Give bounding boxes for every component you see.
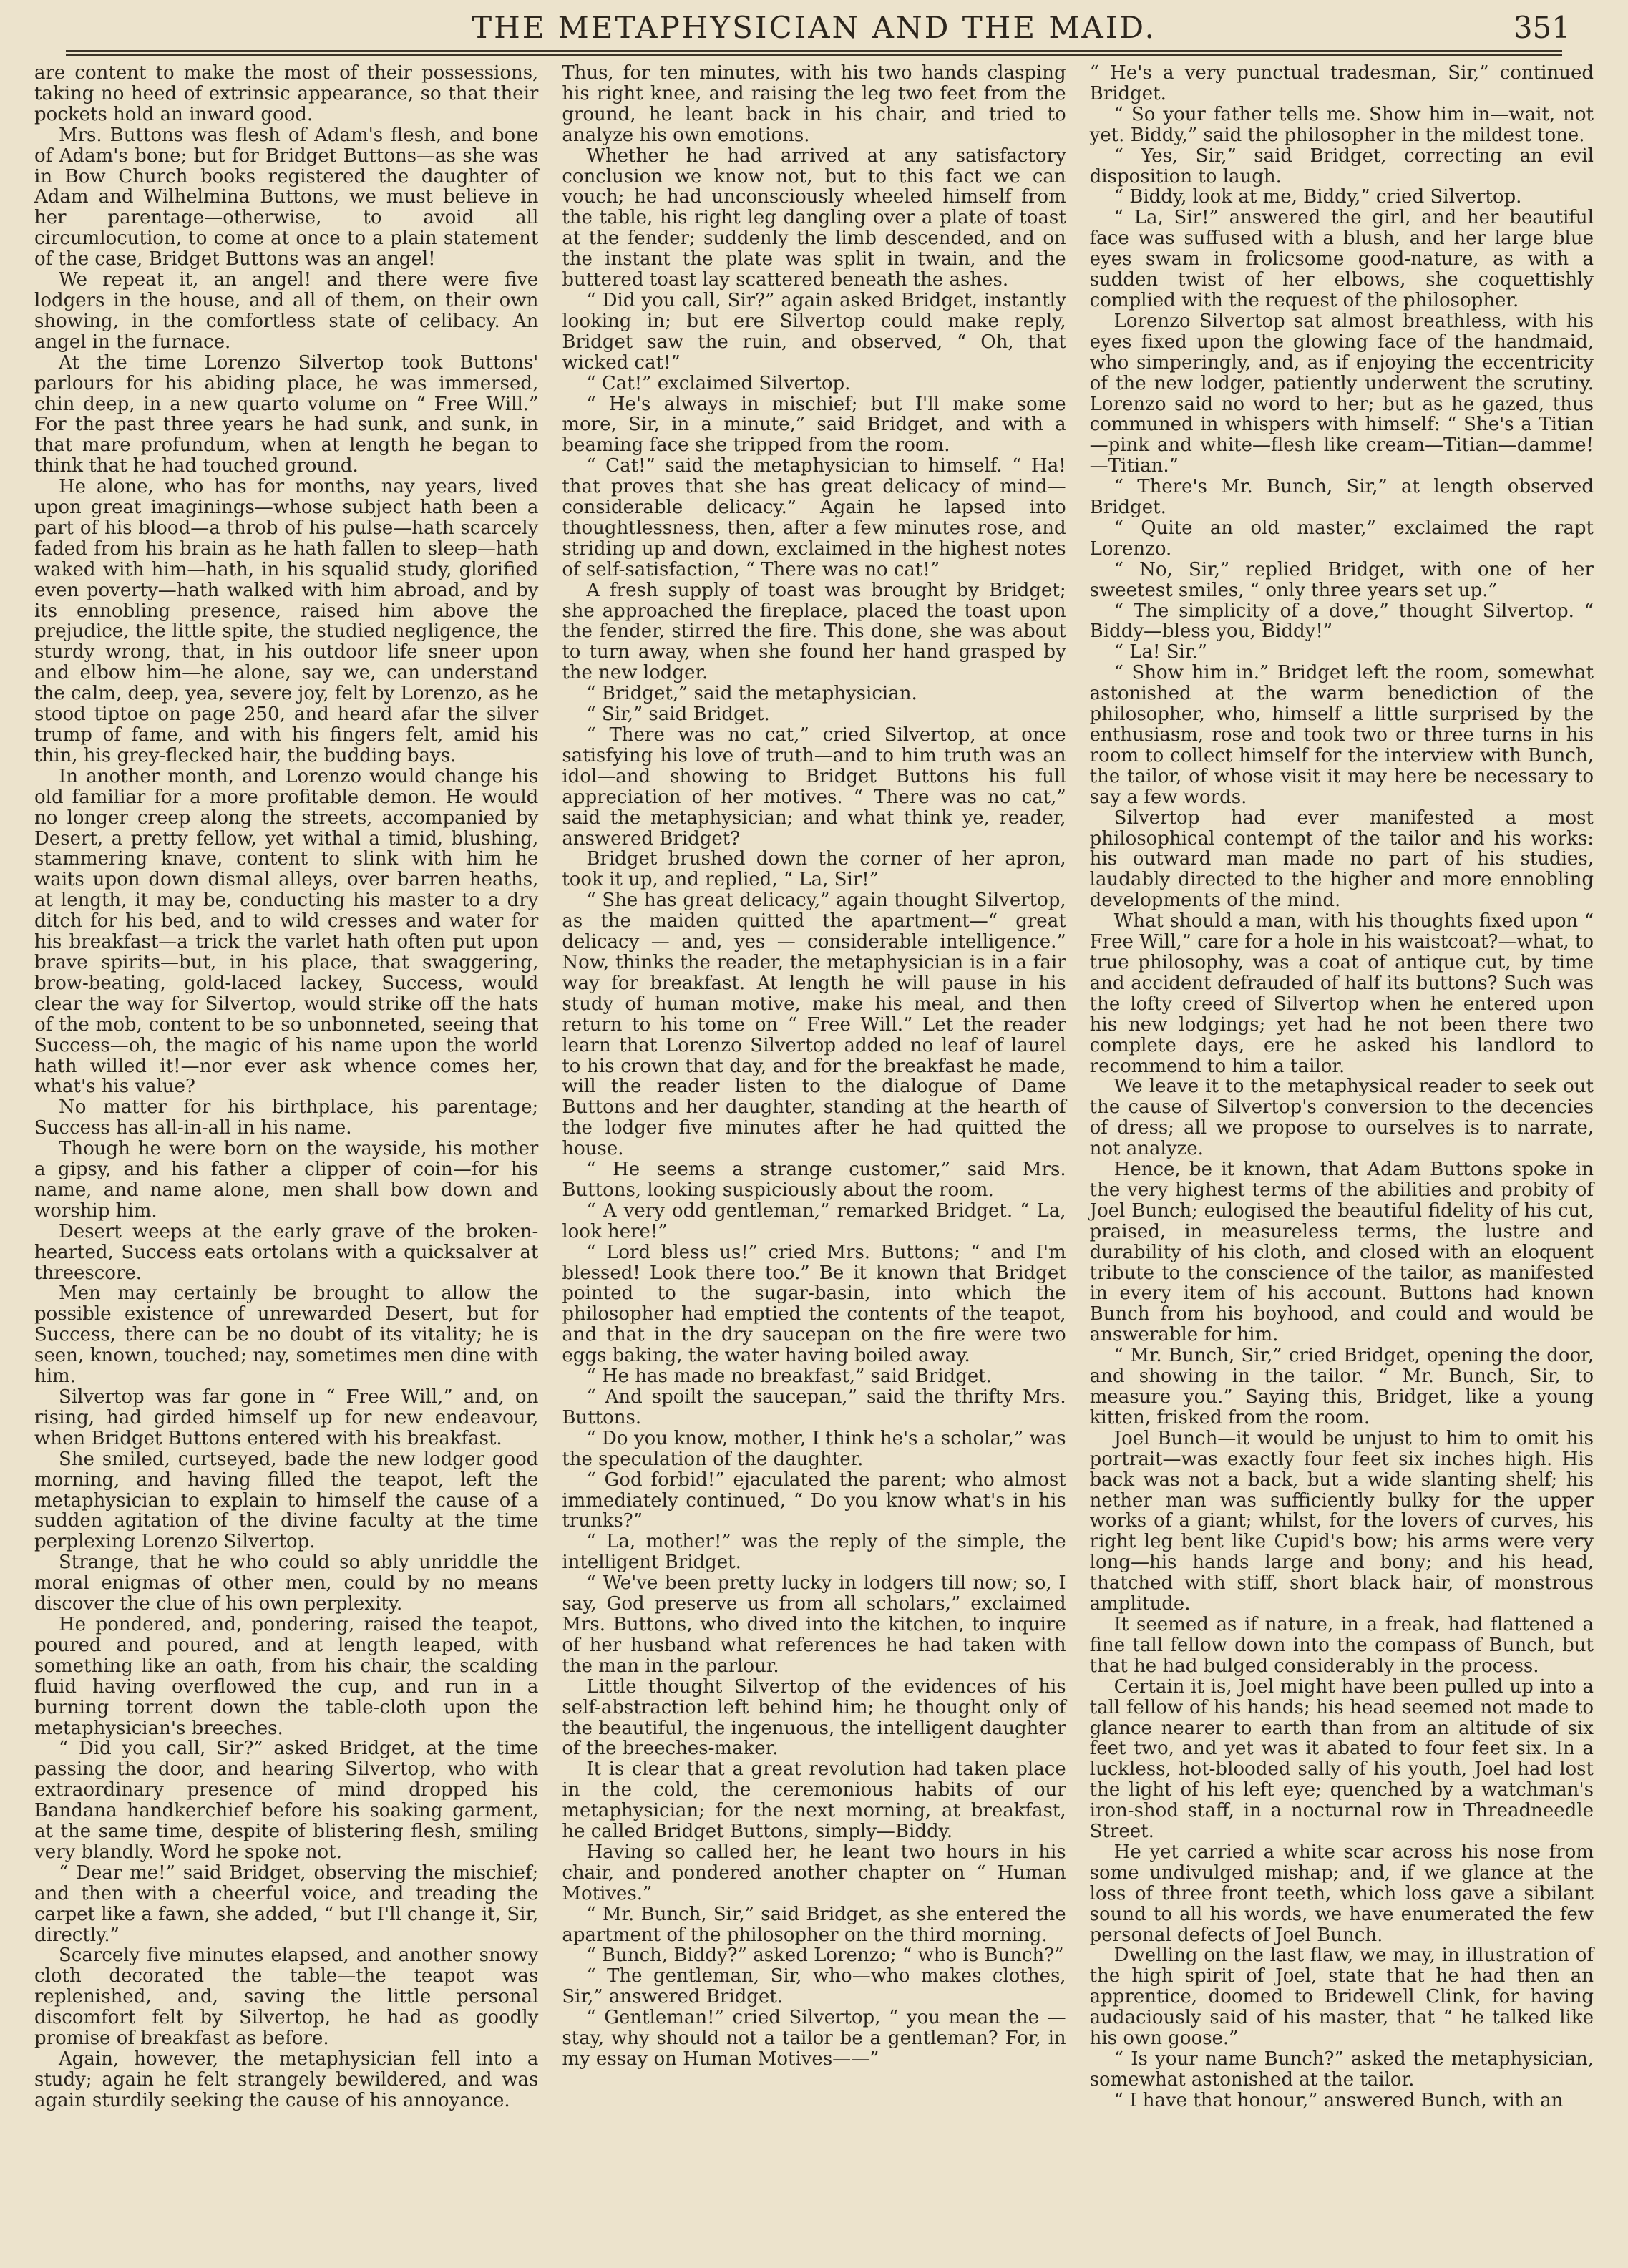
paragraph: Thus, for ten minutes, with his two hands clasping his right knee, and raising the leg two feet from the ground, he leant back in his chair, and tried to analyze his own emotions. — [562, 63, 1066, 146]
paragraph: Certain it is, Joel might have been pulled up into a tall fellow of his hands; his head seemed not made to glance nearer to earth than from an altitude of six feet two, and yet was it abated to four feet six. In a luckless, hot-blooded sally of his youth, Joel had lost the light of his left eye; quenched by a watchman's iron-shod staff, in a nocturnal row in Threadneedle Street. — [1089, 1675, 1594, 1843]
paragraph: Men may certainly be brought to allow the possible existence of unrewarded Desert, but for Success, there can be no doubt of its vitality; he is seen, known, touched; nay, sometimes men dine with him. — [34, 1283, 539, 1388]
paragraph: “ We've been pretty lucky in lodgers till now; so, I say, God preserve us from all scholars,” exclaimed Mrs. Buttons, who dived into the kitchen, to inquire of her husband what references he had taken with the man in the parlour. — [562, 1572, 1066, 1677]
paragraph: “ Gentleman!” cried Silvertop, “ you mean the —stay, why should not a tailor be a gentleman? For, in my essay on Human Motives——” — [562, 2007, 1066, 2070]
paragraph: It seemed as if nature, in a freak, had flattened a fine tall fellow down into the compass of Bunch, but that he had bulged considerably in the process. — [1089, 1613, 1594, 1677]
paragraph: “ So your father tells me. Show him in—wait, not yet. Biddy,” said the philosopher in the mildest tone. — [1089, 103, 1594, 146]
paragraph: No matter for his birthplace, his parentage; Success has all-in-all in his name. — [34, 1096, 539, 1139]
paragraph: “ Cat!” said the metaphysician to himself. “ Ha! that proves that she has great delicacy of mind—considerable delicacy.” Again he lapsed into thoughtlessness, then, after a few minutes rose, and striding up and down, exclaimed in the highest notes of self-satisfaction, “ There was no cat!” — [562, 455, 1066, 580]
paragraph: He alone, who has for months, nay years, lived upon great imaginings—whose subject hath been a part of his blood—a throb of his pulse—hath scarcely faded from his brain as he hath fallen to sleep—hath waked with him—hath, in his squalid study, glorified even poverty—hath walked with him abroad, and by its ennobling presence, raised him above the prejudice, the little spite, the studied negligence, the sturdy wrong, that, in his outdoor life sneer upon and elbow him—he alone, say we, can understand the calm, deep, yea, severe joy, felt by Lorenzo, as he stood tiptoe on page 250, and heard afar the silver trump of fame, and with his fingers felt, amid his thin, his grey-flecked hair, the budding bays. — [34, 476, 539, 766]
paragraph: “ Mr. Bunch, Sir,” said Bridget, as she entered the apartment of the philosopher on the third morning. — [562, 1903, 1066, 1946]
paragraph: “ Dear me!” said Bridget, observing the mischief; and then with a cheerful voice, and treading the carpet like a fawn, she added, “ but I'll change it, Sir, directly.” — [34, 1861, 539, 1946]
paragraph: Lorenzo Silvertop sat almost breathless, with his eyes fixed upon the glowing face of the handmaid, who simperingly, and, as if enjoying the eccentricity of the new lodger, patiently underwent the scrutiny. Lorenzo said no word to her; but as he gazed, thus communed in whispers with himself: “ She's a Titian—pink and white—flesh like cream—Titian—damme!—Titian.” — [1089, 310, 1594, 477]
paragraph: “ The gentleman, Sir, who—who makes clothes, Sir,” answered Bridget. — [562, 1965, 1066, 2008]
paragraph: In another month, and Lorenzo would change his old familiar for a more profitable demon. He would no longer creep along the streets, accompanied by Desert, a pretty fellow, yet withal a timid, blushing, stammering knave, content to slink with him he waits upon down dismal alleys, over barren heaths, at length, it may be, conducting his master to a dry ditch for his bed, and to wild cresses and water for his breakfast—a trick the varlet hath often put upon brave spirits—but, in his place, that swaggering, brow-beating, gold-laced lackey, Success, would clear the way for Silvertop, would strike off the hats of the mob, content to be so unbonneted, seeing that Success—oh, the magic of his name upon the world hath willed it!—nor ever ask whence comes her, what's his value? — [34, 765, 539, 1098]
paragraph: “ No, Sir,” replied Bridget, with one of her sweetest smiles, “ only three years set up.” — [1089, 558, 1594, 601]
header-rule — [66, 50, 1562, 52]
paragraph: A fresh supply of toast was brought by Bridget; she approached the fireplace, placed the toast upon the fender, stirred the fire. This done, she was about to turn away, when she found her hand grasped by the new lodger. — [562, 579, 1066, 684]
paragraph: “ Sir,” said Bridget. — [586, 704, 770, 726]
paragraph: “ Bridget,” said the metaphysician. — [586, 683, 917, 705]
paragraph: Dwelling on the last flaw, we may, in illustration of the high spirit of Joel, state that he had then an apprentice, doomed to Bridewell Clink, for having audaciously said of his master, that “ he talked like his own goose.” — [1089, 1945, 1594, 2050]
paragraph: “ Biddy, look at me, Biddy,” cried Silvertop. — [1113, 186, 1522, 208]
paragraph: “ And spoilt the saucepan,” said the thrifty Mrs. Buttons. — [562, 1386, 1066, 1429]
running-head: THE METAPHYSICIAN AND THE MAID. — [472, 10, 1156, 45]
paragraph: “ La, Sir!” answered the girl, and her beautiful face was suffused with a blush, and her large blue eyes swam in frolicsome good-nature, as with a sudden twist of her elbows, she coquettishly complied with the request of the philosopher. — [1089, 207, 1594, 311]
paragraph: Strange, that he who could so ably unriddle the moral enigmas of other men, could by no means discover the clue of his own perplexity. — [34, 1552, 539, 1615]
paragraph: Silvertop was far gone in “ Free Will,” and, on rising, had girded himself up for new endeavour, when Bridget Buttons entered with his breakfast. — [34, 1386, 539, 1449]
paragraph: Having so called her, he leant two hours in his chair, and pondered another chapter on “ Human Motives.” — [562, 1841, 1066, 1904]
paragraph: At the time Lorenzo Silvertop took Buttons' parlours for his abiding place, he was immersed, chin deep, in a new quarto volume on “ Free Will.” For the past three years he had sunk, and sunk, in that mare profundum, when at length he began to think that he had touched ground. — [34, 351, 539, 477]
column-3 — [1078, 63, 1605, 2251]
paragraph: “ La! Sir.” — [1113, 641, 1207, 663]
page-number: 351 — [1513, 10, 1571, 45]
paragraph: “ I have that honour,” answered Bunch, with an — [1113, 2089, 1564, 2111]
paragraph: “ A very odd gentleman,” remarked Bridget. “ La, look here!” — [562, 1199, 1066, 1242]
paragraph: We repeat it, an angel! and there were five lodgers in the house, and all of them, on their own showing, in the comfortless state of celibacy. An angel in the furnace. — [34, 269, 539, 353]
paragraph: “ Bunch, Biddy?” asked Lorenzo; “ who is Bunch?” — [586, 1945, 1064, 1967]
paragraph: “ There was no cat,” cried Silvertop, at once satisfying his love of truth—and to him truth was an idol—and showing to Bridget Buttons his full appreciation of her motives. “ There was no cat,” said the metaphysician; and what think ye, reader, answered Bridget? — [562, 724, 1066, 850]
header-rule-thin — [66, 54, 1562, 56]
page-header — [44, 0, 1584, 59]
paragraph: are content to make the most of their possessions, taking no heed of extrinsic appearance, so that their pockets hold an inward good. — [34, 63, 539, 125]
column-2 — [550, 63, 1077, 2251]
paragraph: Bridget brushed down the corner of her apron, took it up, and replied, “ La, Sir!” — [562, 848, 1066, 891]
paragraph: “ Quite an old master,” exclaimed the rapt Lorenzo. — [1089, 517, 1594, 560]
paragraph: Whether he had arrived at any satisfactory conclusion we know not, but to this fact we can vouch; he had unconsciously wheeled himself from the table, his right leg dangling over a plate of toast at the fender; suddenly the limb descended, and on the instant the plate was split in twain, and the buttered toast lay scattered beneath the ashes. — [562, 145, 1066, 291]
paragraph: Joel Bunch—it would be unjust to him to omit his portrait—was exactly four feet six inches high. His back was not a back, but a wide slanting shelf; his nether man was sufficiently bulky for the upper works of a giant; whilst, for the lovers of curves, his right leg bent like Cupid's bow; his arms were very long—his hands large and bony; and his head, thatched with stiff, short black hair, of monstrous amplitude. — [1089, 1427, 1594, 1615]
paragraph: Silvertop had ever manifested a most philosophical contempt of the tailor and his works: his outward man made no part of his studies, laudably directed to the higher and more ennobling developments of the mind. — [1089, 807, 1594, 912]
paragraph: Mrs. Buttons was flesh of Adam's flesh, and bone of Adam's bone; but for Bridget Buttons—as she was in Bow Church books registered the daughter of Adam and Wilhelmina Buttons, we must believe in her parentage—otherwise, to avoid all circumlocution, to come at once to a plain statement of the case, Bridget Buttons was an angel! — [34, 124, 539, 271]
paragraph: “ There's Mr. Bunch, Sir,” at length observed Bridget. — [1089, 476, 1594, 519]
paragraph: Again, however, the metaphysician fell into a study; again he felt strangely bewildered, and was again sturdily seeking the cause of his annoyance. — [34, 2048, 539, 2111]
paragraph: Little thought Silvertop of the evidences of his self-abstraction left behind him; he thought only of the beautiful, the ingenuous, the intelligent daughter of the breeches-maker. — [562, 1675, 1066, 1760]
paragraph: He pondered, and, pondering, raised the teapot, poured and poured, and at length leaped, with something like an oath, from his chair, the scalding fluid having overflowed the cup, and run in a burning torrent down the table-cloth upon the metaphysician's breeches. — [34, 1613, 539, 1739]
paragraph: Though he were born on the wayside, his mother a gipsy, and his father a clipper of coin—for his name, and name alone, men shall bow down and worship him. — [34, 1138, 539, 1222]
paragraph: “ The simplicity of a dove,” thought Silvertop. “ Biddy—bless you, Biddy!” — [1089, 600, 1594, 643]
paragraph: “ La, mother!” was the reply of the simple, the intelligent Bridget. — [562, 1531, 1066, 1574]
paragraph: “ Cat!” exclaimed Silvertop. — [586, 372, 851, 394]
paragraph: Hence, be it known, that Adam Buttons spoke in the very highest terms of the abilities and probity of Joel Bunch; eulogised the beautiful fidelity of his cut, praised, in measureless terms, the lustre and durability of his cloth, and closed with an eloquent tribute to the conscience of the tailor, as manifested in every item of his account. Buttons had known Bunch from his boyhood, and could and would be answerable for him. — [1089, 1159, 1594, 1346]
paragraph: Desert weeps at the early grave of the broken-hearted, Success eats ortolans with a quicksalver at threescore. — [34, 1220, 539, 1284]
paragraph: What should a man, with his thoughts fixed upon “ Free Will,” care for a hole in his waistcoat?—what, to true philosophy, was a coat of antique cut, by time and accident defrauded of half its buttons? Such was the lofty creed of Silvertop when he entered upon his new lodgings; yet had he not been there two complete days, ere he asked his landlord to recommend to him a tailor. — [1089, 910, 1594, 1077]
paragraph: “ She has great delicacy,” again thought Silvertop, as the maiden quitted the apartment—“ great delicacy — and, yes — considerable intelligence.” Now, thinks the reader, the metaphysician is in a fair way for breakfast. At length he will pause in his study of human motive, make his meal, and then return to his tome on “ Free Will.” Let the reader learn that Lorenzo Silvertop added no leaf of laurel to his crown that day, and for the breakfast he made, will the reader listen to the dialogue of Dame Buttons and her daughter, standing at the hearth of the lodger five minutes after he had quitted the house. — [562, 890, 1066, 1160]
paragraph: “ He's a very punctual tradesman, Sir,” continued Bridget. — [1089, 63, 1594, 104]
paragraph: “ He has made no breakfast,” said Bridget. — [586, 1366, 992, 1388]
paragraph: He yet carried a white scar across his nose from some undivulged mishap; and, if we glance at the loss of three front teeth, which loss gave a sibilant sound to all his words, we have enumerated the few personal defects of Joel Bunch. — [1089, 1841, 1594, 1946]
paragraph: It is clear that a great revolution had taken place in the cold, the ceremonious habits of our metaphysician; for the next morning, at breakfast, he called Bridget Buttons, simply—Biddy. — [562, 1758, 1066, 1843]
paragraph: Scarcely five minutes elapsed, and another snowy cloth decorated the table—the teapot was replenished, and, saving the little personal discomfort felt by Silvertop, he had as goodly promise of breakfast as before. — [34, 1945, 539, 2050]
text-columns — [23, 63, 1605, 2251]
paragraph: We leave it to the metaphysical reader to seek out the cause of Silvertop's conversion to the decencies of dress; all we propose to ourselves is to narrate, not analyze. — [1089, 1076, 1594, 1160]
paragraph: She smiled, curtseyed, bade the new lodger good morning, and having filled the teapot, left the metaphysician to explain to himself the cause of a sudden agitation of the divine faculty at the time perplexing Lorenzo Silvertop. — [34, 1448, 539, 1553]
paragraph: “ Did you call, Sir?” again asked Bridget, instantly looking in; but ere Silvertop could make reply, Bridget saw the ruin, and observed, “ Oh, that wicked cat!” — [562, 289, 1066, 374]
paragraph: “ Mr. Bunch, Sir,” cried Bridget, opening the door, and showing in the tailor. “ Mr. Bunch, Sir, to measure you.” Saying this, Bridget, like a young kitten, frisked from the room. — [1089, 1345, 1594, 1429]
paragraph: “ Yes, Sir,” said Bridget, correcting an evil disposition to laugh. — [1089, 145, 1594, 188]
column-1 — [23, 63, 550, 2251]
paragraph: “ Do you know, mother, I think he's a scholar,” was the speculation of the daughter. — [562, 1427, 1066, 1470]
paragraph: “ Lord bless us!” cried Mrs. Buttons; “ and I'm blessed! Look there too.” Be it known that Bridget pointed to the sugar-basin, into which the philosopher had emptied the contents of the teapot, and that in the dry saucepan on the fire were two eggs baking, the water having boiled away. — [562, 1241, 1066, 1367]
paragraph: “ He's always in mischief; but I'll make some more, Sir, in a minute,” said Bridget, and with a beaming face she tripped from the room. — [562, 393, 1066, 457]
paragraph: “ Is your name Bunch?” asked the metaphysician, somewhat astonished at the tailor. — [1089, 2048, 1594, 2091]
paragraph: “ Show him in.” Bridget left the room, somewhat astonished at the warm benediction of the philosopher, who, himself a little surprised by the enthusiasm, rose and took two or three turns in his room to collect himself for the interview with Bunch, the tailor, of whose visit it may here be necessary to say a few words. — [1089, 662, 1594, 808]
paragraph: “ Did you call, Sir?” asked Bridget, at the time passing the door, and hearing Silvertop, who with extraordinary presence of mind dropped his Bandana handkerchief before his soaking garment, at the same time, despite of blistering flesh, smiling very blandly. Word he spoke not. — [34, 1738, 539, 1863]
paragraph: “ God forbid!” ejaculated the parent; who almost immediately continued, “ Do you know what's in his trunks?” — [562, 1469, 1066, 1532]
paragraph: “ He seems a strange customer,” said Mrs. Buttons, looking suspiciously about the room. — [562, 1159, 1066, 1201]
